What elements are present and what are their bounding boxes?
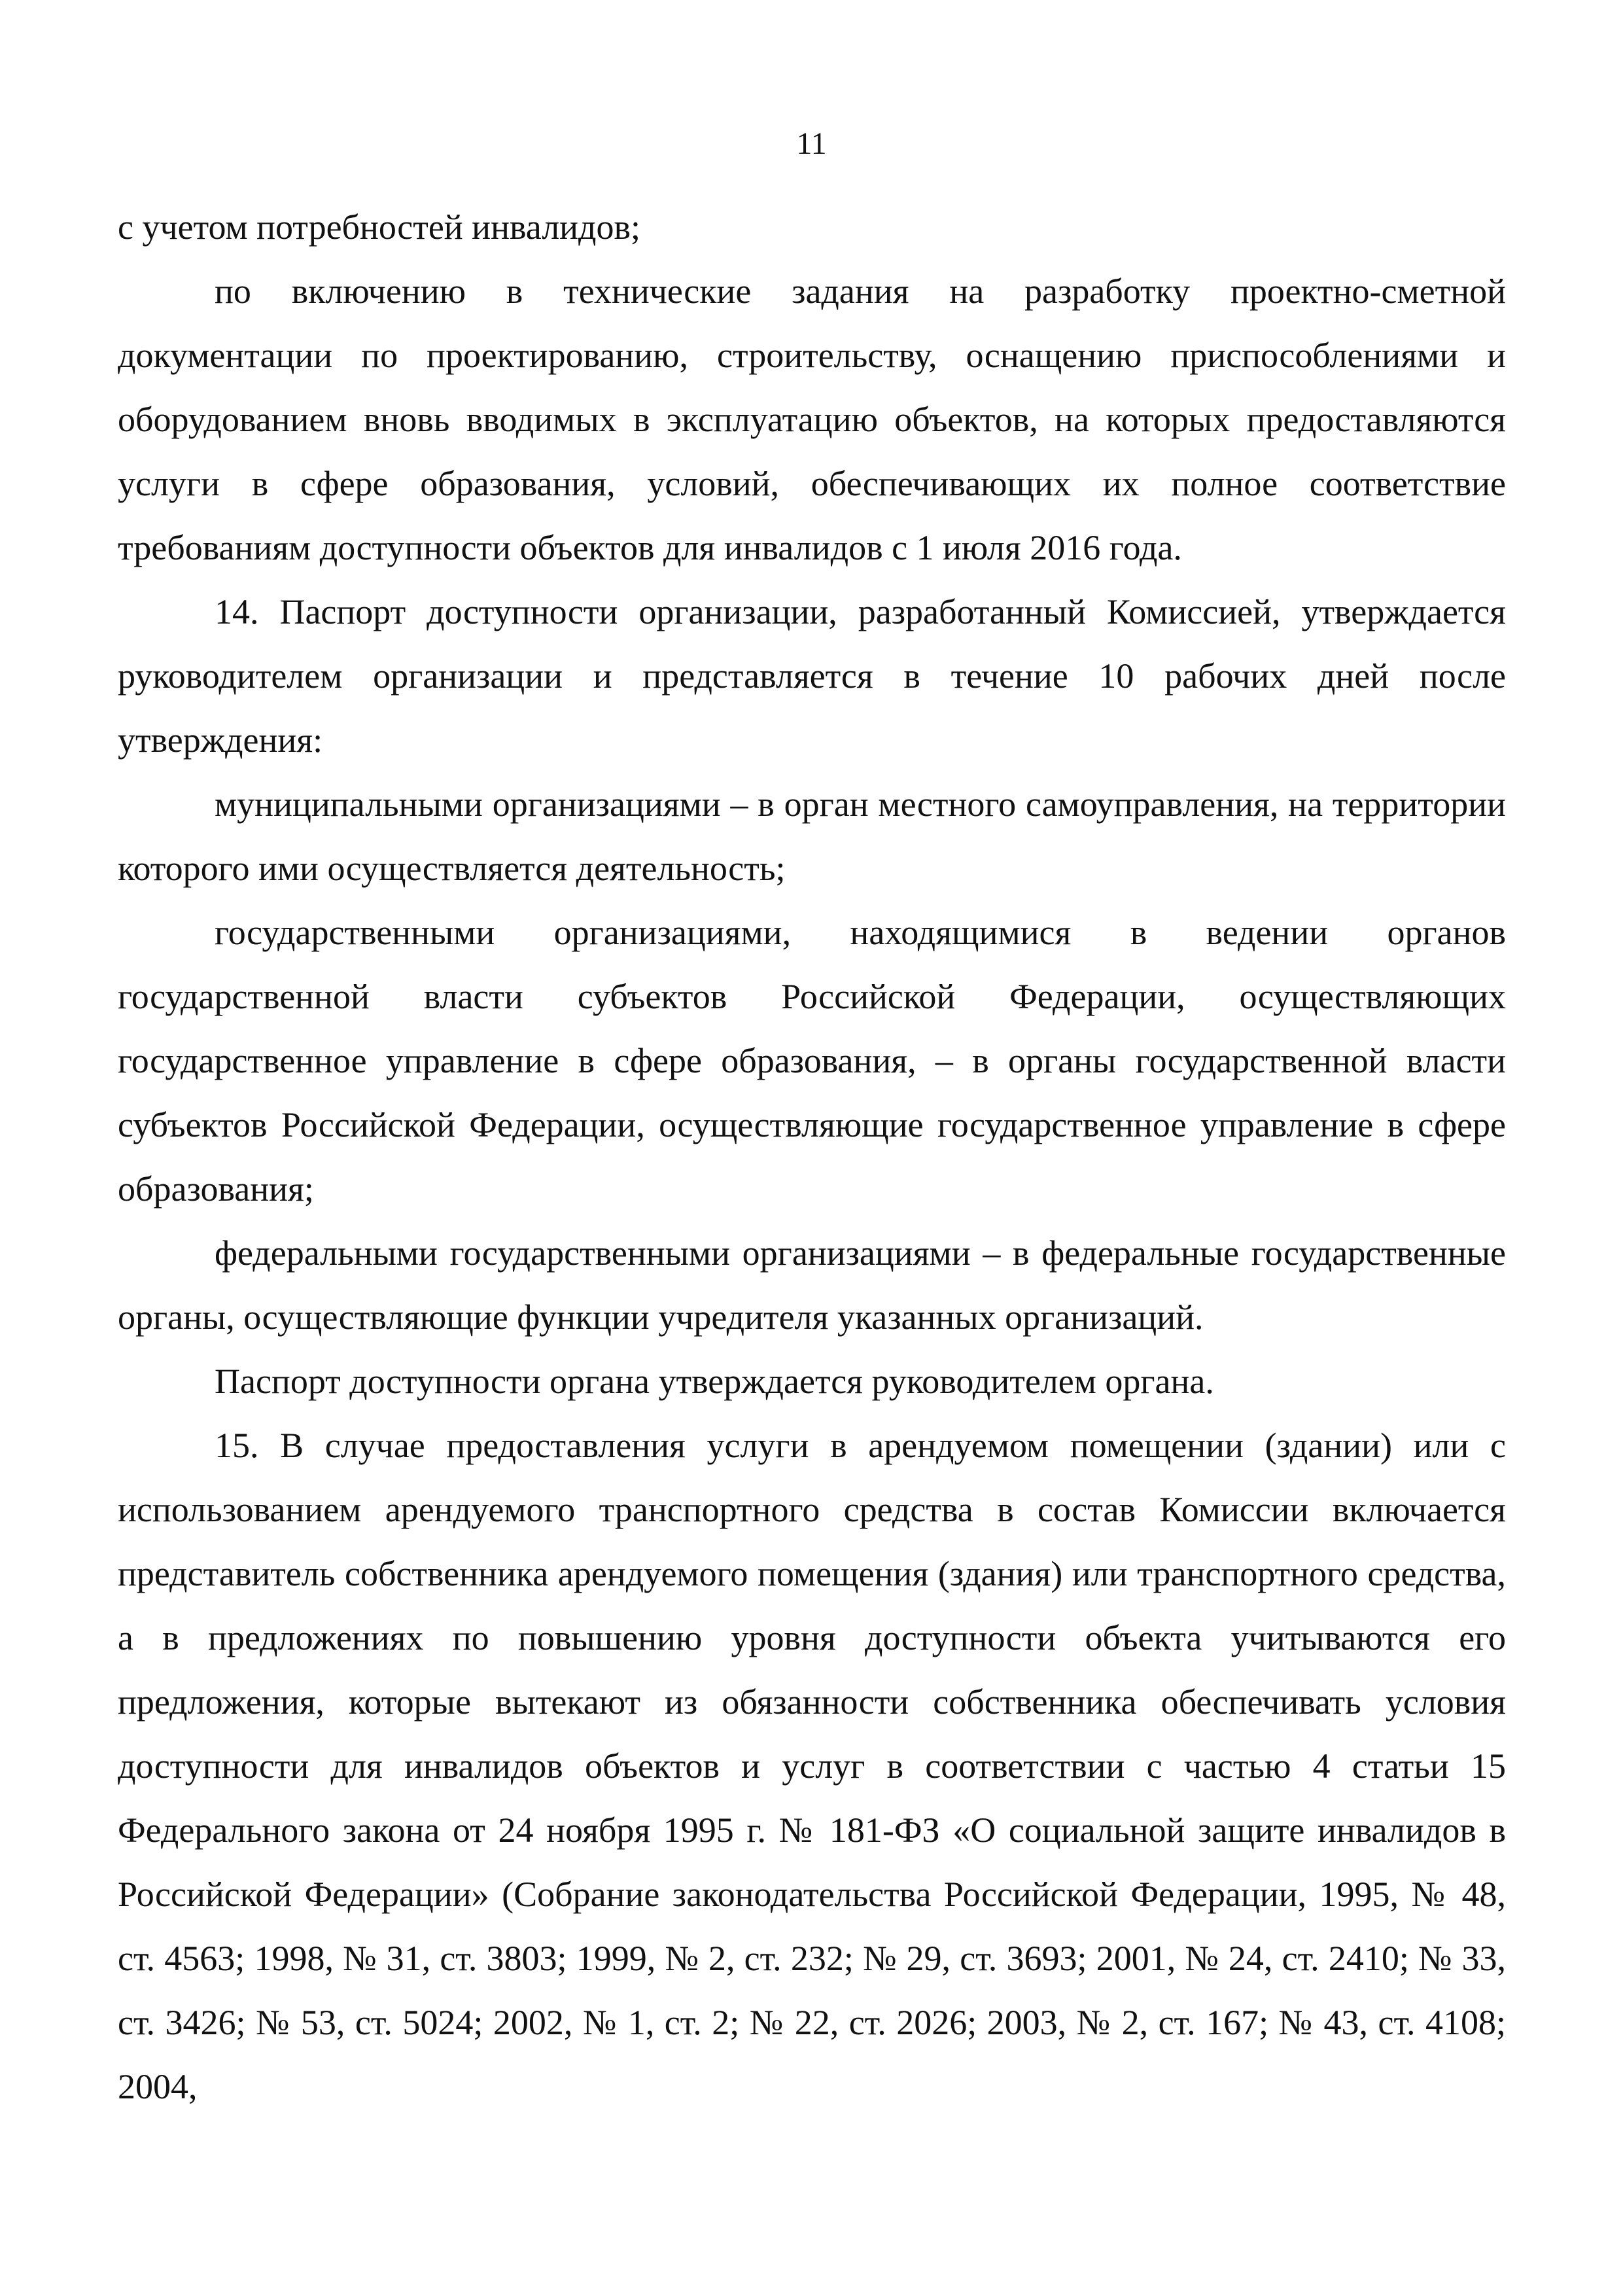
paragraph-continuation: с учетом потребностей инвалидов;	[118, 207, 641, 247]
paragraph-body-passport: Паспорт доступности органа утверждается руководителем органа.	[215, 1362, 1214, 1401]
paragraph-technical-tasks: по включению в технические задания на разработку проектно-сметной документации по проектированию, строительству, оснащению приспособлениями и оборудованием вновь вводимых в эксплуатацию объектов, на которых предоставляются услуги в сфере образования, условий, обеспечивающих их полное соответствие требованиям доступности объектов для инвалидов с 1 июля 2016 года.	[118, 272, 1506, 567]
paragraph-federal: федеральными государственными организациями – в федеральные государственные органы, осуществляющие функции учредителя указанных организаций.	[118, 1233, 1506, 1337]
page-number: 11	[796, 126, 827, 161]
paragraph-item-15: 15. В случае предоставления услуги в арендуемом помещении (здании) или с использованием арендуемого транспортного средства в состав Комиссии включается представитель собственника арендуемого помещения (здания) или транспортного средства, а в предложениях по повышению уровня доступности объекта учитываются его предложения, которые вытекают из обязанности собственника обеспечивать условия доступности для инвалидов объектов и услуг в соответствии с частью 4 статьи 15 Федерального закона от 24 ноября 1995 г. № 181-ФЗ «О социальной защите инвалидов в Российской Федерации» (Собрание законодательства Российской Федерации, 1995, № 48, ст. 4563; 1998, № 31, ст. 3803; 1999, № 2, ст. 232; № 29, ст. 3693; 2001, № 24, ст. 2410; № 33, ст. 3426; № 53, ст. 5024; 2002, № 1, ст. 2; № 22, ст. 2026; 2003, № 2, ст. 167; № 43, ст. 4108; 2004,	[118, 1426, 1506, 2106]
paragraph-item-14: 14. Паспорт доступности организации, разработанный Комиссией, утверждается руководителем организации и представляется в течение 10 рабочих дней после утверждения:	[118, 592, 1506, 760]
paragraph-municipal: муниципальными организациями – в орган местного самоуправления, на территории которого ими осуществляется деятельность;	[118, 785, 1506, 888]
paragraph-state: государственными организациями, находящимися в ведении органов государственной власти субъектов Российской Федерации, осуществляющих государственное управление в сфере образования, – в органы государственной власти субъектов Российской Федерации, осуществляющие государственное управление в сфере образования;	[118, 913, 1506, 1209]
document-body	[118, 195, 1506, 2119]
